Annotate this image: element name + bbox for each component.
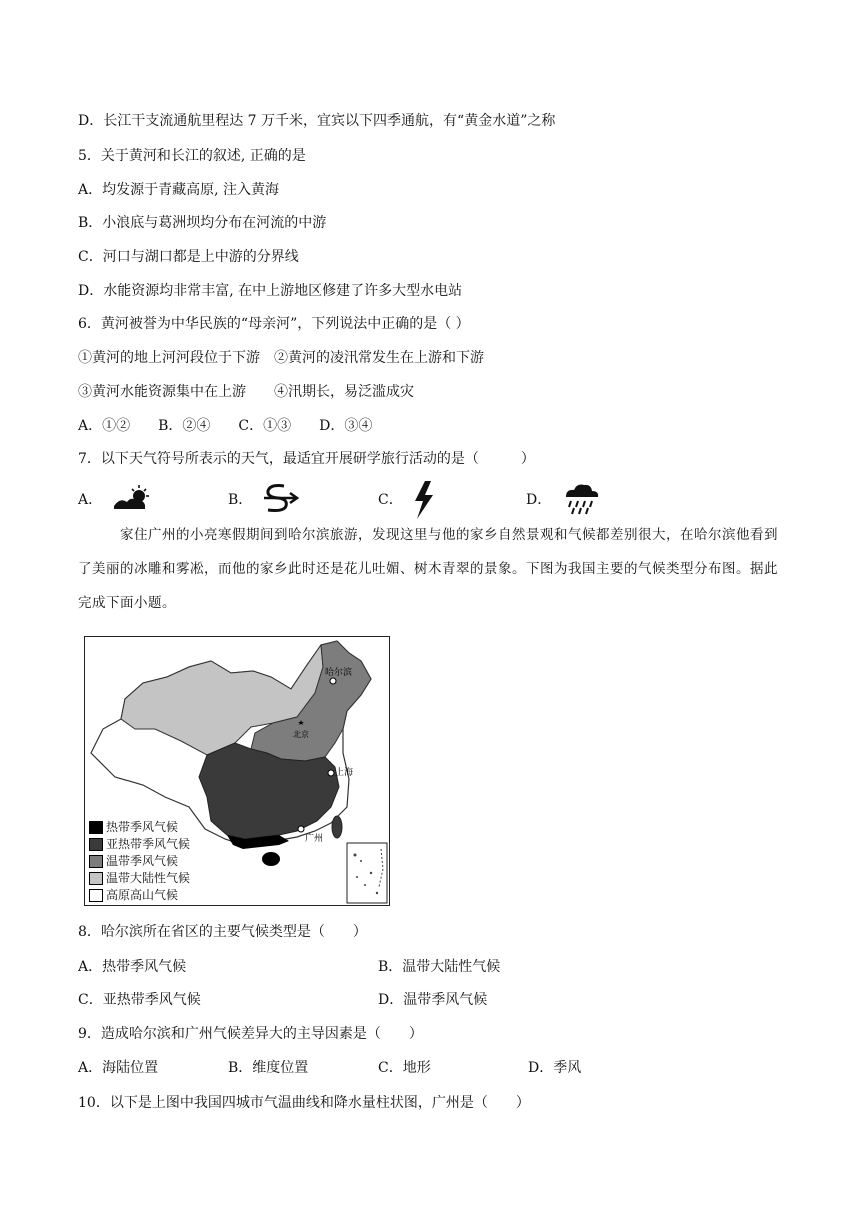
harbin-marker	[330, 678, 336, 684]
guangzhou-marker	[298, 826, 304, 832]
climate-type-map	[84, 636, 390, 906]
q8-option-a: A．热带季风气候	[78, 959, 187, 975]
legend-item	[89, 819, 190, 836]
harbin-label: 哈尔滨	[325, 668, 353, 678]
q10-stem: 10．以下是上图中我国四城市气温曲线和降水量柱状图，广州是（ ）	[78, 1095, 530, 1111]
q8-option-c: C．亚热带季风气候	[78, 992, 201, 1008]
q7-option-b-label: B．	[228, 492, 253, 508]
shanghai-label: 上海	[335, 768, 354, 778]
q6-stem: 6．黄河被誉为中华民族的“母亲河”，下列说法中正确的是（ ）	[78, 316, 470, 332]
q4-option-d: D．长江干支流通航里程达 7 万千米，宜宾以下四季通航，有“黄金水道”之称	[78, 113, 556, 129]
q7-option-c-label: C．	[378, 492, 403, 508]
q9-option-c: C．地形	[378, 1060, 431, 1076]
legend-label: 热带季风气候	[106, 820, 179, 834]
q6-statements-1: ①黄河的地上河河段位于下游 ②黄河的凌汛常发生在上游和下游	[78, 350, 484, 366]
q5-option-a: A．均发源于青藏高原, 注入黄海	[78, 182, 280, 198]
legend-item	[89, 887, 190, 904]
q7-options	[78, 480, 778, 520]
sand-dust-icon	[112, 480, 152, 520]
legend-label: 温带大陆性气候	[106, 871, 191, 885]
q8-option-d: D．温带季风气候	[378, 992, 488, 1008]
legend-swatch	[89, 838, 103, 851]
q6-statements-2: ③黄河水能资源集中在上游 ④汛期长，易泛滥成灾	[78, 384, 414, 400]
legend-swatch	[89, 889, 103, 902]
legend-item	[89, 836, 190, 853]
rain-icon	[562, 480, 602, 520]
q9-option-a: A．海陆位置	[78, 1060, 159, 1076]
q5-option-b: B．小浪底与葛洲坝均分布在河流的中游	[78, 215, 327, 231]
q9-option-d: D．季风	[528, 1060, 582, 1076]
legend-swatch	[89, 855, 103, 868]
q8-option-b: B．温带大陆性气候	[378, 959, 501, 975]
legend-label: 温带季风气候	[106, 854, 179, 868]
south-china-sea-inset	[347, 843, 387, 903]
legend-label: 亚热带季风气候	[106, 837, 191, 851]
beijing-label: 北京	[293, 730, 309, 739]
q7-stem: 7．以下天气符号所表示的天气，最适宜开展研学旅行活动的是（ ）	[78, 451, 535, 467]
legend-item	[89, 853, 190, 870]
q5-option-d: D．水能资源均非常丰富, 在中上游地区修建了许多大型水电站	[78, 283, 463, 299]
q7-option-d-label: D．	[526, 492, 552, 508]
guangzhou-label: 广州	[305, 834, 324, 844]
q7-option-a-label: A．	[78, 492, 103, 508]
q5-stem: 5．关于黄河和长江的叙述, 正确的是	[78, 148, 306, 164]
sandstorm-icon	[260, 480, 300, 520]
q9-option-b: B．维度位置	[228, 1060, 309, 1076]
q8-stem: 8．哈尔滨所在省区的主要气候类型是（ ）	[78, 924, 367, 940]
q6-options: A．①② B．②④ C．①③ D．③④	[78, 418, 373, 434]
reading-paragraph-text: 家住广州的小亮寒假期间到哈尔滨旅游，发现这里与他的家乡自然景观和气候都差别很大，在哈尔滨他看到了美丽的冰雕和雾凇，而他的家乡此时还是花儿吐媚、树木青翠的景象。下图为我国主要的气候类型分布图。据此完成下面小题。	[78, 527, 778, 611]
reading-paragraph	[78, 518, 778, 620]
q9-stem: 9．造成哈尔滨和广州气候差异大的主导因素是（ ）	[78, 1026, 423, 1042]
map-legend	[89, 819, 190, 904]
legend-item	[89, 870, 190, 887]
q5-option-c: C．河口与湖口都是上中游的分界线	[78, 249, 299, 265]
legend-swatch	[89, 872, 103, 885]
legend-label: 高原高山气候	[106, 888, 179, 902]
shanghai-marker	[328, 770, 334, 776]
legend-swatch	[89, 821, 103, 834]
